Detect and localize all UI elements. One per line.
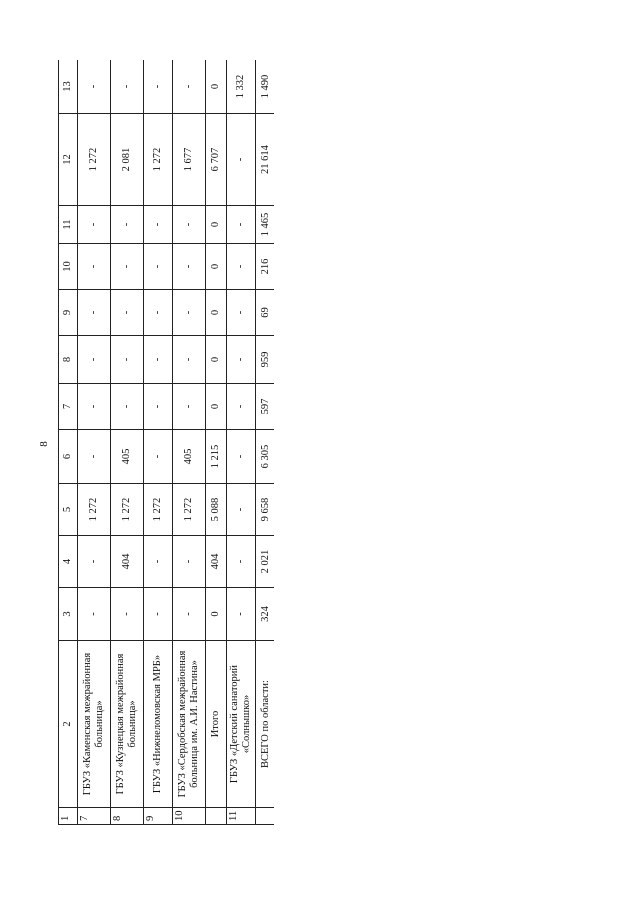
table-cell: - xyxy=(227,588,256,641)
table-cell: - xyxy=(227,206,256,244)
table-cell: 404 xyxy=(206,536,227,588)
table-cell: - xyxy=(144,430,173,484)
table-cell: - xyxy=(144,384,173,430)
column-number: 6 xyxy=(59,430,78,484)
table-cell: - xyxy=(144,60,173,114)
table-cell: - xyxy=(173,536,206,588)
table-cell: - xyxy=(111,336,144,384)
table-cell: 1 490 xyxy=(256,60,275,114)
table-cell: - xyxy=(227,114,256,206)
table-cell: 2 081 xyxy=(111,114,144,206)
table-cell: - xyxy=(78,244,111,290)
table-cell: - xyxy=(144,290,173,336)
table-cell: 1 215 xyxy=(206,430,227,484)
institution-name: ГБУЗ «Каменская межрайонная больница» xyxy=(78,641,111,808)
table-cell: - xyxy=(111,244,144,290)
table-cell: - xyxy=(144,588,173,641)
table-cell: 1 272 xyxy=(144,114,173,206)
table-row xyxy=(173,60,206,825)
table-cell: - xyxy=(227,484,256,536)
column-number: 11 xyxy=(59,206,78,244)
table-cell: - xyxy=(173,336,206,384)
table-cell: 2 021 xyxy=(256,536,275,588)
institution-name: ГБУЗ «Кузнецкая межрайонная больница» xyxy=(111,641,144,808)
table-cell: - xyxy=(173,588,206,641)
column-number: 13 xyxy=(59,60,78,114)
row-number xyxy=(256,808,275,825)
table-row xyxy=(144,60,173,825)
column-number: 9 xyxy=(59,290,78,336)
row-number xyxy=(206,808,227,825)
table-row xyxy=(206,60,227,825)
table-cell: 0 xyxy=(206,384,227,430)
column-number: 5 xyxy=(59,484,78,536)
institution-name: ГБУЗ «Детский санаторий «Солнышко» xyxy=(227,641,256,808)
column-number: 2 xyxy=(59,641,78,808)
table-cell: - xyxy=(144,536,173,588)
row-number: 11 xyxy=(227,808,256,825)
table-cell: - xyxy=(144,336,173,384)
table-cell: - xyxy=(144,244,173,290)
table-cell: 405 xyxy=(111,430,144,484)
table-row xyxy=(256,60,275,825)
column-number: 8 xyxy=(59,336,78,384)
table-cell: 1 677 xyxy=(173,114,206,206)
table-cell: 1 272 xyxy=(111,484,144,536)
column-number: 10 xyxy=(59,244,78,290)
table-row xyxy=(78,60,111,825)
column-number: 4 xyxy=(59,536,78,588)
table-row xyxy=(111,60,144,825)
table-cell: 69 xyxy=(256,290,275,336)
row-number: 10 xyxy=(173,808,206,825)
table-cell: - xyxy=(227,536,256,588)
table-cell: - xyxy=(173,244,206,290)
table-cell: 597 xyxy=(256,384,275,430)
institution-name: ГБУЗ «Нижнеломовская МРБ» xyxy=(144,641,173,808)
table-header-row xyxy=(59,60,78,825)
column-number: 1 xyxy=(59,808,78,825)
table-cell: - xyxy=(78,336,111,384)
table-cell: 1 272 xyxy=(144,484,173,536)
column-number: 3 xyxy=(59,588,78,641)
table-cell: 0 xyxy=(206,336,227,384)
table-cell: 1 332 xyxy=(227,60,256,114)
table-cell: 404 xyxy=(111,536,144,588)
column-number: 12 xyxy=(59,114,78,206)
table-cell: 0 xyxy=(206,290,227,336)
table-cell: - xyxy=(111,588,144,641)
table-cell: 216 xyxy=(256,244,275,290)
table-cell: 1 272 xyxy=(78,484,111,536)
table-cell: - xyxy=(144,206,173,244)
table-cell: - xyxy=(78,588,111,641)
institution-name: ГБУЗ «Сердобская межрайонная больница им. А.И. Настина» xyxy=(173,641,206,808)
table-cell: 959 xyxy=(256,336,275,384)
table-body xyxy=(59,60,275,825)
table-cell: - xyxy=(111,60,144,114)
table-cell: - xyxy=(78,60,111,114)
table-cell: - xyxy=(173,290,206,336)
row-number: 7 xyxy=(78,808,111,825)
rotated-table-container xyxy=(58,60,274,825)
table-cell: 0 xyxy=(206,244,227,290)
table-cell: - xyxy=(173,60,206,114)
table-cell: - xyxy=(111,206,144,244)
table-cell: 6 707 xyxy=(206,114,227,206)
table-cell: 324 xyxy=(256,588,275,641)
table-cell: 1 272 xyxy=(173,484,206,536)
table-cell: 0 xyxy=(206,206,227,244)
table-row xyxy=(227,60,256,825)
table-cell: 405 xyxy=(173,430,206,484)
table-cell: 0 xyxy=(206,60,227,114)
table-cell: - xyxy=(227,384,256,430)
table-cell: - xyxy=(111,290,144,336)
page-number: 8 xyxy=(38,441,50,447)
table-cell: - xyxy=(111,384,144,430)
data-table xyxy=(58,60,274,825)
table-cell: - xyxy=(227,430,256,484)
column-number: 7 xyxy=(59,384,78,430)
table-cell: 1 465 xyxy=(256,206,275,244)
table-cell: 6 305 xyxy=(256,430,275,484)
table-cell: 9 658 xyxy=(256,484,275,536)
row-number: 9 xyxy=(144,808,173,825)
table-cell: - xyxy=(173,384,206,430)
table-cell: - xyxy=(173,206,206,244)
table-cell: - xyxy=(78,536,111,588)
table-cell: - xyxy=(227,244,256,290)
table-cell: - xyxy=(78,430,111,484)
table-cell: - xyxy=(227,336,256,384)
table-cell: 1 272 xyxy=(78,114,111,206)
table-cell: - xyxy=(78,290,111,336)
institution-name: ВСЕГО по области: xyxy=(256,641,275,808)
table-cell: 5 088 xyxy=(206,484,227,536)
table-cell: - xyxy=(78,206,111,244)
row-number: 8 xyxy=(111,808,144,825)
table-cell: 0 xyxy=(206,588,227,641)
table-cell: - xyxy=(78,384,111,430)
institution-name: Итого xyxy=(206,641,227,808)
table-cell: 21 614 xyxy=(256,114,275,206)
table-cell: - xyxy=(227,290,256,336)
